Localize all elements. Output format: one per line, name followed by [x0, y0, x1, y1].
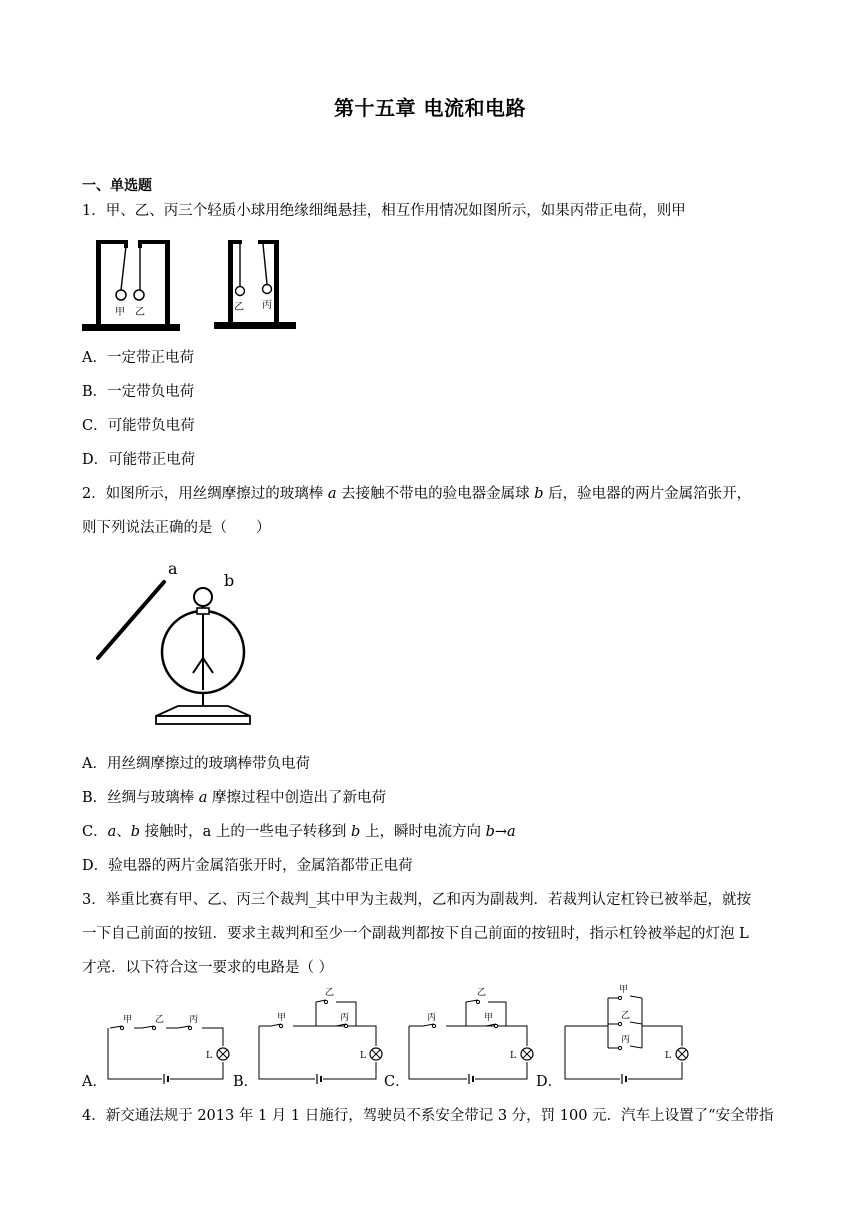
- q3-option-a: A．: [82, 1074, 107, 1090]
- section-heading: 一、单选题: [82, 178, 152, 194]
- q3-stem-line3: 才亮．以下符合这一要求的电路是（ ）: [82, 960, 334, 976]
- q2-stem-line2: 则下列说法正确的是（ ）: [82, 520, 271, 536]
- q2-stem-line1: 2．如图所示，用丝绸摩擦过的玻璃棒 a 去接触不带电的验电器金属球 b 后，验电器的两片金属箔张开，: [82, 486, 752, 502]
- circuit-a-switch-yi: 乙: [155, 1015, 165, 1025]
- q1-option-c[interactable]: C．可能带负电荷: [82, 418, 195, 434]
- circuit-b-switch-bing: 丙: [340, 1013, 350, 1023]
- q1-option-d[interactable]: D．可能带正电荷: [82, 452, 196, 468]
- q2-option-c[interactable]: C．a、b 接触时，a 上的一些电子转移到 b 上，瞬时电流方向 b→a: [82, 824, 516, 840]
- circuit-d-lamp-label: L: [665, 1051, 671, 1061]
- circuit-c: [409, 1000, 527, 1079]
- circuit-c-switch-jia: 甲: [484, 1013, 494, 1023]
- q3-stem-line2: 一下自己前面的按钮．要求主裁判和至少一个副裁判都按下自己前面的按钮时，指示杠铃被举起的灯泡 L: [82, 926, 749, 942]
- circuit-c-lamp-label: L: [510, 1051, 516, 1061]
- q3-stem-line1: 3．举重比赛有甲、乙、丙三个裁判_其中甲为主裁判，乙和丙为副裁判．若裁判认定杠铃已被举起，就按: [82, 892, 751, 908]
- q1-option-a[interactable]: A．一定带正电荷: [82, 350, 194, 366]
- q2-label-a: a: [168, 560, 178, 578]
- circuit-b-lamp-label: L: [360, 1051, 366, 1061]
- circuit-a-switch-jia: 甲: [123, 1015, 133, 1025]
- q1-label-yi-2: 乙: [234, 302, 244, 313]
- q1-label-bing: 丙: [262, 300, 272, 311]
- q3-option-d: D．: [536, 1074, 563, 1090]
- q1-stem: 1．甲、乙、丙三个轻质小球用绝缘细绳悬挂，相互作用情况如图所示，如果丙带正电荷，则甲: [82, 203, 686, 219]
- q2-option-a[interactable]: A．用丝绸摩擦过的玻璃棒带负电荷: [82, 756, 310, 772]
- q1-label-yi: 乙: [135, 307, 145, 318]
- q2-option-d[interactable]: D．验电器的两片金属箔张开时，金属箔都带正电荷: [82, 858, 413, 874]
- circuit-d-switch-yi: 乙: [621, 1011, 631, 1021]
- circuit-a-switch-bing: 丙: [189, 1015, 199, 1025]
- circuit-c-switch-bing: 丙: [427, 1013, 437, 1023]
- page-title: 第十五章 电流和电路: [334, 96, 526, 120]
- q2-option-b[interactable]: B．丝绸与玻璃棒 a 摩擦过程中创造出了新电荷: [82, 790, 387, 806]
- q4-stem-line1: 4．新交通法规于 2013 年 1 月 1 日施行，驾驶员不系安全带记 3 分，罚 100 元．汽车上设置了“安全带指: [82, 1108, 774, 1124]
- q1-figure: [80, 232, 300, 336]
- q3-circuit-options: [78, 984, 698, 1092]
- circuit-d-switch-bing: 丙: [621, 1035, 631, 1045]
- q3-option-c: C．: [384, 1074, 410, 1090]
- circuit-c-switch-yi: 乙: [477, 988, 487, 998]
- q1-label-jia: 甲: [115, 307, 125, 318]
- q2-label-b: b: [224, 571, 235, 590]
- circuit-d-switch-jia: 甲: [619, 985, 629, 995]
- circuit-b: [259, 1000, 376, 1079]
- q3-option-b: B．: [233, 1074, 259, 1090]
- q2-electroscope-figure: [90, 560, 290, 732]
- circuit-b-switch-jia: 甲: [277, 1013, 287, 1023]
- q1-option-b[interactable]: B．一定带负电荷: [82, 384, 195, 400]
- circuit-b-switch-yi: 乙: [325, 988, 335, 998]
- circuit-a-lamp-label: L: [206, 1051, 212, 1061]
